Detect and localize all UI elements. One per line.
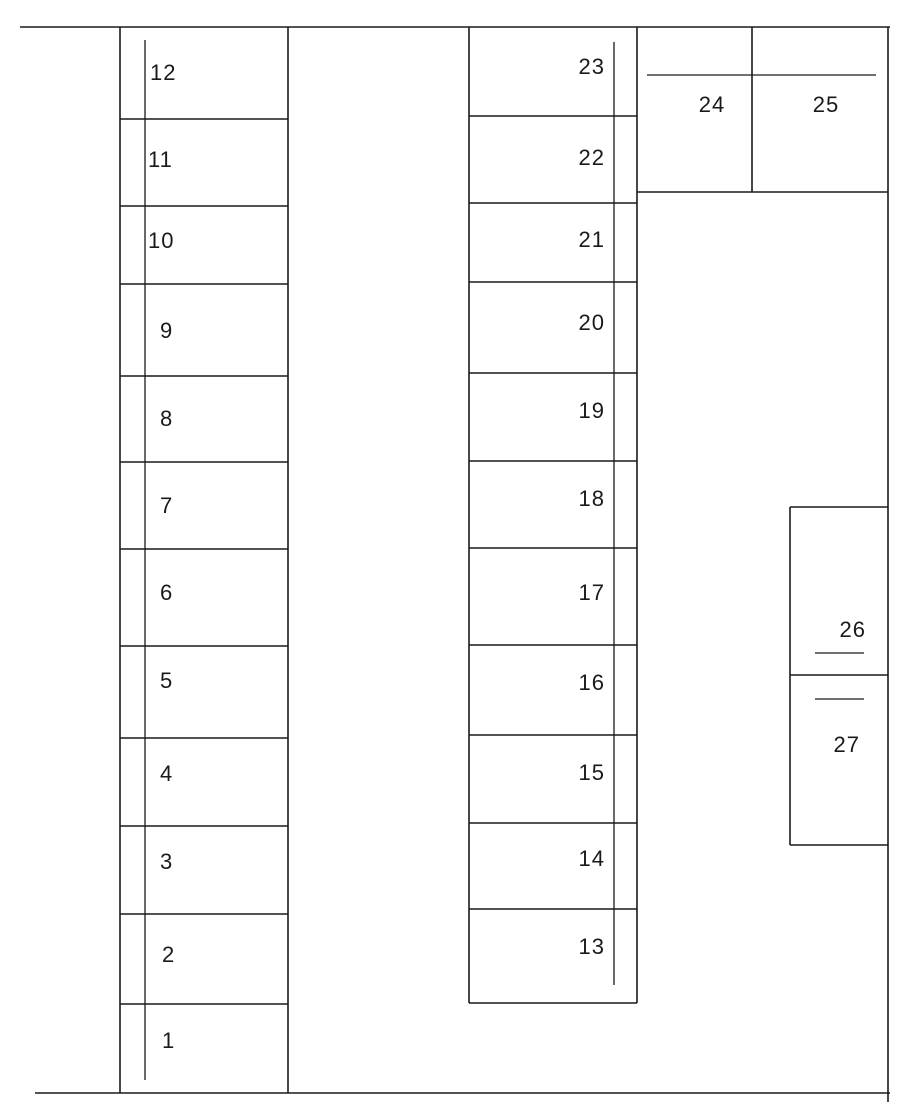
- stall-label: 13: [578, 934, 605, 959]
- stall-label: 24: [698, 92, 726, 117]
- stall-label: 26: [839, 617, 866, 642]
- right-stall-block: [790, 507, 888, 845]
- stall-label: 5: [160, 668, 174, 693]
- stall-label: 2: [162, 942, 176, 967]
- stall-label: 25: [812, 92, 840, 117]
- stall-label: 14: [578, 846, 605, 871]
- stall-label: 22: [578, 145, 605, 170]
- stall-label: 18: [578, 486, 605, 511]
- stall-label: 17: [578, 580, 605, 605]
- stall-label: 27: [833, 732, 860, 757]
- stall-label: 11: [148, 147, 173, 172]
- stall-label: 12: [150, 60, 177, 85]
- stall-label: 1: [162, 1028, 176, 1053]
- stall-label: 8: [160, 406, 174, 431]
- stall-label: 3: [160, 849, 174, 874]
- middle-stall-column: [469, 27, 637, 1003]
- stall-label: 6: [160, 580, 174, 605]
- stall-label: 15: [578, 760, 605, 785]
- stall-label: 7: [160, 493, 174, 518]
- stall-label: 23: [578, 54, 605, 79]
- stall-label: 21: [578, 227, 605, 252]
- stall-label: 20: [578, 310, 605, 335]
- stall-label: 4: [160, 761, 174, 786]
- stall-label: 9: [160, 318, 174, 343]
- left-stall-column: [120, 27, 288, 1093]
- site-boundary: [20, 27, 890, 1102]
- stall-label: 16: [578, 670, 605, 695]
- stall-label: 10: [148, 228, 175, 253]
- top-right-stalls: [637, 27, 888, 192]
- stall-label: 19: [578, 398, 605, 423]
